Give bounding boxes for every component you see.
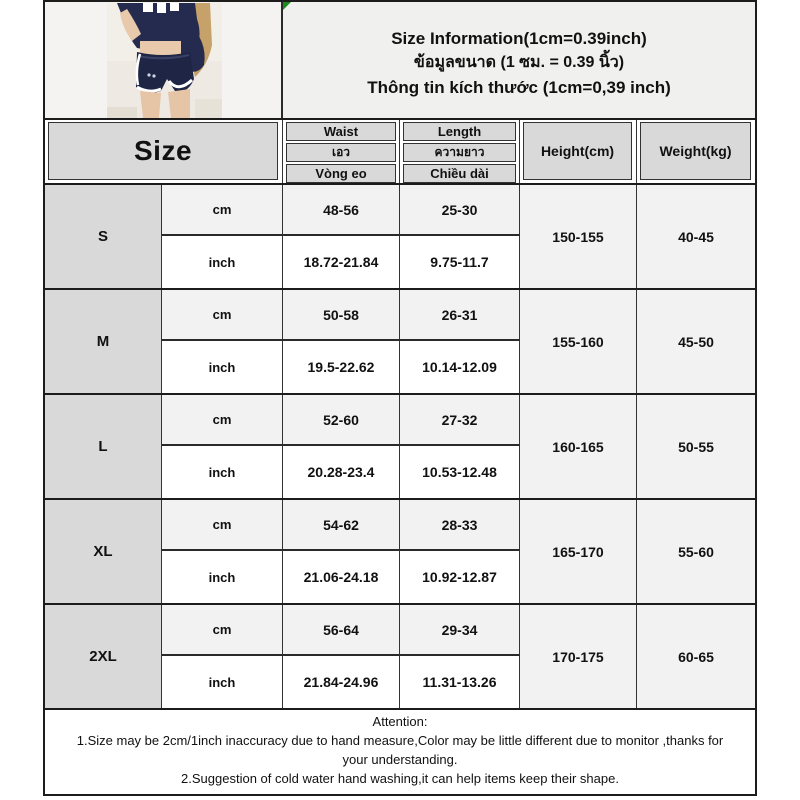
- length-inch-value: 10.14-12.09: [400, 341, 520, 393]
- cell-comment-marker-icon: [283, 2, 291, 10]
- height-value: 170-175: [520, 605, 637, 708]
- waist-cm-value: 56-64: [283, 605, 400, 656]
- size-label: 2XL: [45, 605, 162, 708]
- unit-cm: cm: [162, 605, 283, 656]
- header-weight-col: [637, 120, 755, 183]
- height-value: 160-165: [520, 395, 637, 498]
- attention-line-1: 1.Size may be 2cm/1inch inaccuracy due to hand measure,Color may be little different due to monitor ,thanks for your understanding.: [76, 733, 724, 767]
- title-thai: ข้อมูลขนาด (1 ซม. = 0.39 นิ้ว): [413, 54, 625, 71]
- size-label: M: [45, 290, 162, 393]
- size-label: L: [45, 395, 162, 498]
- header-weight: Weight(kg): [640, 122, 751, 180]
- waist-cm-value: 50-58: [283, 290, 400, 341]
- length-inch-value: 11.31-13.26: [400, 656, 520, 708]
- height-value: 150-155: [520, 185, 637, 288]
- length-inch-value: 10.92-12.87: [400, 551, 520, 603]
- unit-inch: inch: [162, 656, 283, 708]
- length-cm-value: 29-34: [400, 605, 520, 656]
- unit-inch: inch: [162, 236, 283, 288]
- unit-cm: cm: [162, 395, 283, 446]
- unit-cm: cm: [162, 185, 283, 236]
- size-row-2xl: [45, 605, 755, 710]
- size-chart-sheet: [43, 0, 757, 796]
- unit-cm: cm: [162, 500, 283, 551]
- weight-value: 40-45: [637, 185, 755, 288]
- unit-cm: cm: [162, 290, 283, 341]
- banner: [45, 2, 755, 120]
- waist-inch-value: 19.5-22.62: [283, 341, 400, 393]
- size-row-s: [45, 185, 755, 290]
- header-waist-en: Waist: [286, 122, 396, 141]
- size-row-m: [45, 290, 755, 395]
- product-photo-illustration: [107, 3, 222, 118]
- header-height: Height(cm): [523, 122, 632, 180]
- header-height-col: [520, 120, 637, 183]
- product-photo: [107, 3, 222, 118]
- header-length-th: ความยาว: [403, 143, 516, 162]
- unit-inch: inch: [162, 341, 283, 393]
- size-row-l: [45, 395, 755, 500]
- header-waist-vi: Vòng eo: [286, 164, 396, 183]
- waist-inch-value: 21.84-24.96: [283, 656, 400, 708]
- header-waist-col: [283, 120, 400, 183]
- height-value: 165-170: [520, 500, 637, 603]
- attention-title: Attention:: [372, 714, 428, 729]
- table-header-row: [45, 120, 755, 185]
- header-waist-th: เอว: [286, 143, 396, 162]
- height-value: 155-160: [520, 290, 637, 393]
- length-inch-value: 9.75-11.7: [400, 236, 520, 288]
- title-cell: [283, 2, 755, 118]
- length-cm-value: 27-32: [400, 395, 520, 446]
- waist-cm-value: 48-56: [283, 185, 400, 236]
- weight-value: 50-55: [637, 395, 755, 498]
- size-label: S: [45, 185, 162, 288]
- waist-inch-value: 21.06-24.18: [283, 551, 400, 603]
- header-size-col: [45, 120, 283, 183]
- header-length-col: [400, 120, 520, 183]
- size-row-xl: [45, 500, 755, 605]
- length-cm-value: 26-31: [400, 290, 520, 341]
- product-photo-cell: [45, 2, 283, 118]
- waist-cm-value: 52-60: [283, 395, 400, 446]
- weight-value: 60-65: [637, 605, 755, 708]
- weight-value: 45-50: [637, 290, 755, 393]
- waist-inch-value: 18.72-21.84: [283, 236, 400, 288]
- attention-line-2: 2.Suggestion of cold water hand washing,it can help items keep their shape.: [181, 771, 619, 786]
- length-cm-value: 28-33: [400, 500, 520, 551]
- length-inch-value: 10.53-12.48: [400, 446, 520, 498]
- attention-note: [45, 710, 755, 792]
- unit-inch: inch: [162, 551, 283, 603]
- header-length-en: Length: [403, 122, 516, 141]
- header-length-vi: Chiều dài: [403, 164, 516, 183]
- title-english: Size Information(1cm=0.39inch): [391, 29, 647, 48]
- waist-cm-value: 54-62: [283, 500, 400, 551]
- waist-inch-value: 20.28-23.4: [283, 446, 400, 498]
- length-cm-value: 25-30: [400, 185, 520, 236]
- unit-inch: inch: [162, 446, 283, 498]
- header-size: Size: [48, 122, 278, 180]
- weight-value: 55-60: [637, 500, 755, 603]
- size-label: XL: [45, 500, 162, 603]
- title-vietnamese: Thông tin kích thước (1cm=0,39 inch): [367, 78, 671, 97]
